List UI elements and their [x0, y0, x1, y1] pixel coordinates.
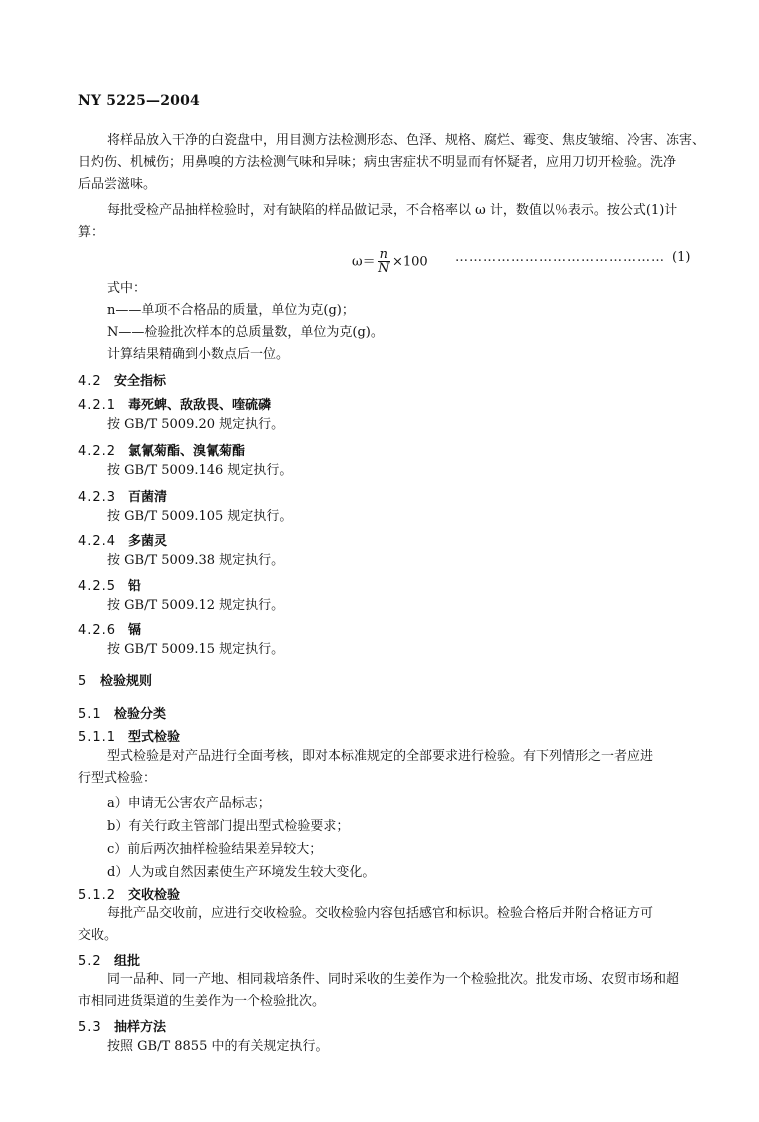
section-number: 4.2.4	[78, 534, 117, 549]
section-5-heading	[78, 670, 152, 689]
section-number: 5.2	[78, 954, 102, 969]
section-title: 检验规则	[100, 674, 153, 689]
section-number: 4.2.3	[78, 490, 117, 505]
section-4-2-1-body: 按 GB/T 5009.20 规定执行。	[107, 417, 285, 432]
section-number: 5.1.1	[78, 730, 117, 745]
formula-numerator: n	[379, 247, 388, 262]
section-number: 4.2.2	[78, 444, 117, 459]
formula-where-label: 式中：	[107, 281, 147, 296]
section-5-1-1-body-line-1: 型式检验是对产品进行全面考核，即对本标准规定的全部要求进行检验。有下列情形之一者应进	[107, 749, 654, 764]
intro-paragraph-1-line-2: 日灼伤、机械伤；用鼻嗅的方法检测气味和异味；病虫害症状不明显而有怀疑者，应用刀切开检验。洗净	[78, 155, 677, 170]
section-4-2-6-heading	[78, 619, 141, 638]
section-title: 检验分类	[114, 707, 167, 722]
intro-paragraph-1-line-3: 后品尝滋味。	[78, 177, 157, 192]
formula-1	[352, 248, 428, 276]
section-4-2-4-heading	[78, 530, 167, 549]
section-4-2-3-heading	[78, 486, 167, 505]
section-5-3-body: 按照 GB/T 8855 中的有关规定执行。	[107, 1039, 329, 1054]
section-number: 5.1.2	[78, 888, 117, 903]
list-item: d）人为或自然因素使生产环境发生较大变化。	[107, 865, 376, 880]
section-number: 4.2	[78, 374, 102, 389]
section-title: 百菌清	[128, 490, 168, 505]
intro-paragraph-2-line-1: 每批受检产品抽样检验时，对有缺陷的样品做记录，不合格率以 ω 计，数值以％表示。按公式(1)计	[107, 203, 678, 218]
section-5-3-heading	[78, 1016, 166, 1035]
section-4-2-2-heading	[78, 440, 245, 459]
section-5-1-2-body-line-2: 交收。	[78, 928, 118, 943]
precision-note: 计算结果精确到小数点后一位。	[107, 347, 290, 362]
section-5-1-1-body-line-2: 行型式检验：	[78, 771, 157, 786]
section-4-2-5-heading	[78, 575, 141, 594]
list-item: b）有关行政主管部门提出型式检验要求；	[107, 819, 350, 834]
formula-n-definition: n——单项不合格品的质量，单位为克(g)；	[107, 303, 355, 318]
intro-paragraph-1-line-1: 将样品放入干净的白瓷盘中，用目测方法检测形态、色泽、规格、腐烂、霉变、焦皮皱缩、冷害、冻害、	[107, 133, 706, 148]
section-5-1-2-heading	[78, 884, 180, 903]
section-5-1-heading	[78, 703, 166, 722]
section-title: 铅	[128, 579, 142, 594]
section-number: 4.2.5	[78, 579, 117, 594]
section-5-2-body-line-2: 市相同进货渠道的生姜作为一个检验批次。	[78, 994, 326, 1009]
section-title: 组批	[114, 954, 141, 969]
section-title: 交收检验	[128, 888, 181, 903]
section-title: 多菌灵	[128, 534, 168, 549]
section-title: 镉	[128, 623, 142, 638]
formula-N-definition: N——检验批次样本的总质量数，单位为克(g)。	[107, 325, 384, 340]
section-title: 安全指标	[114, 374, 167, 389]
section-number: 5.3	[78, 1020, 102, 1035]
formula-leader-dots: ………………………………………	[455, 250, 665, 265]
section-5-2-heading	[78, 950, 140, 969]
list-item: c）前后两次抽样检验结果差异较大；	[107, 842, 323, 857]
section-5-2-body-line-1: 同一品种、同一产地、相同栽培条件、同时采收的生姜作为一个检验批次。批发市场、农贸市场和超	[107, 972, 680, 987]
formula-lhs: ω＝	[352, 254, 376, 270]
section-4-2-1-heading	[78, 394, 271, 413]
section-4-2-4-body: 按 GB/T 5009.38 规定执行。	[107, 553, 285, 568]
section-number: 4.2.6	[78, 623, 117, 638]
section-4-2-5-body: 按 GB/T 5009.12 规定执行。	[107, 598, 285, 613]
section-4-2-3-body: 按 GB/T 5009.105 规定执行。	[107, 509, 293, 524]
formula-number: (1)	[672, 250, 691, 265]
section-5-1-1-heading	[78, 726, 180, 745]
section-title: 毒死蜱、敌敌畏、喹硫磷	[128, 398, 272, 413]
list-item: a）申请无公害农产品标志；	[107, 796, 271, 811]
section-title: 氯氰菊酯、溴氰菊酯	[128, 444, 246, 459]
section-4-2-6-body: 按 GB/T 5009.15 规定执行。	[107, 642, 285, 657]
section-5-1-2-body-line-1: 每批产品交收前，应进行交收检验。交收检验内容包括感官和标识。检验合格后并附合格证方可	[107, 906, 654, 921]
formula-fraction	[378, 248, 390, 276]
section-4-2-2-body: 按 GB/T 5009.146 规定执行。	[107, 463, 293, 478]
section-4-2-heading	[78, 370, 166, 389]
section-title: 型式检验	[128, 730, 181, 745]
section-title: 抽样方法	[114, 1020, 167, 1035]
section-number: 4.2.1	[78, 398, 117, 413]
intro-paragraph-2-line-2: 算：	[78, 225, 105, 240]
standard-id: NY 5225—2004	[78, 93, 200, 109]
section-number: 5	[78, 674, 88, 689]
formula-denominator: N	[378, 261, 390, 276]
section-number: 5.1	[78, 707, 102, 722]
formula-rhs: ×100	[391, 254, 428, 270]
